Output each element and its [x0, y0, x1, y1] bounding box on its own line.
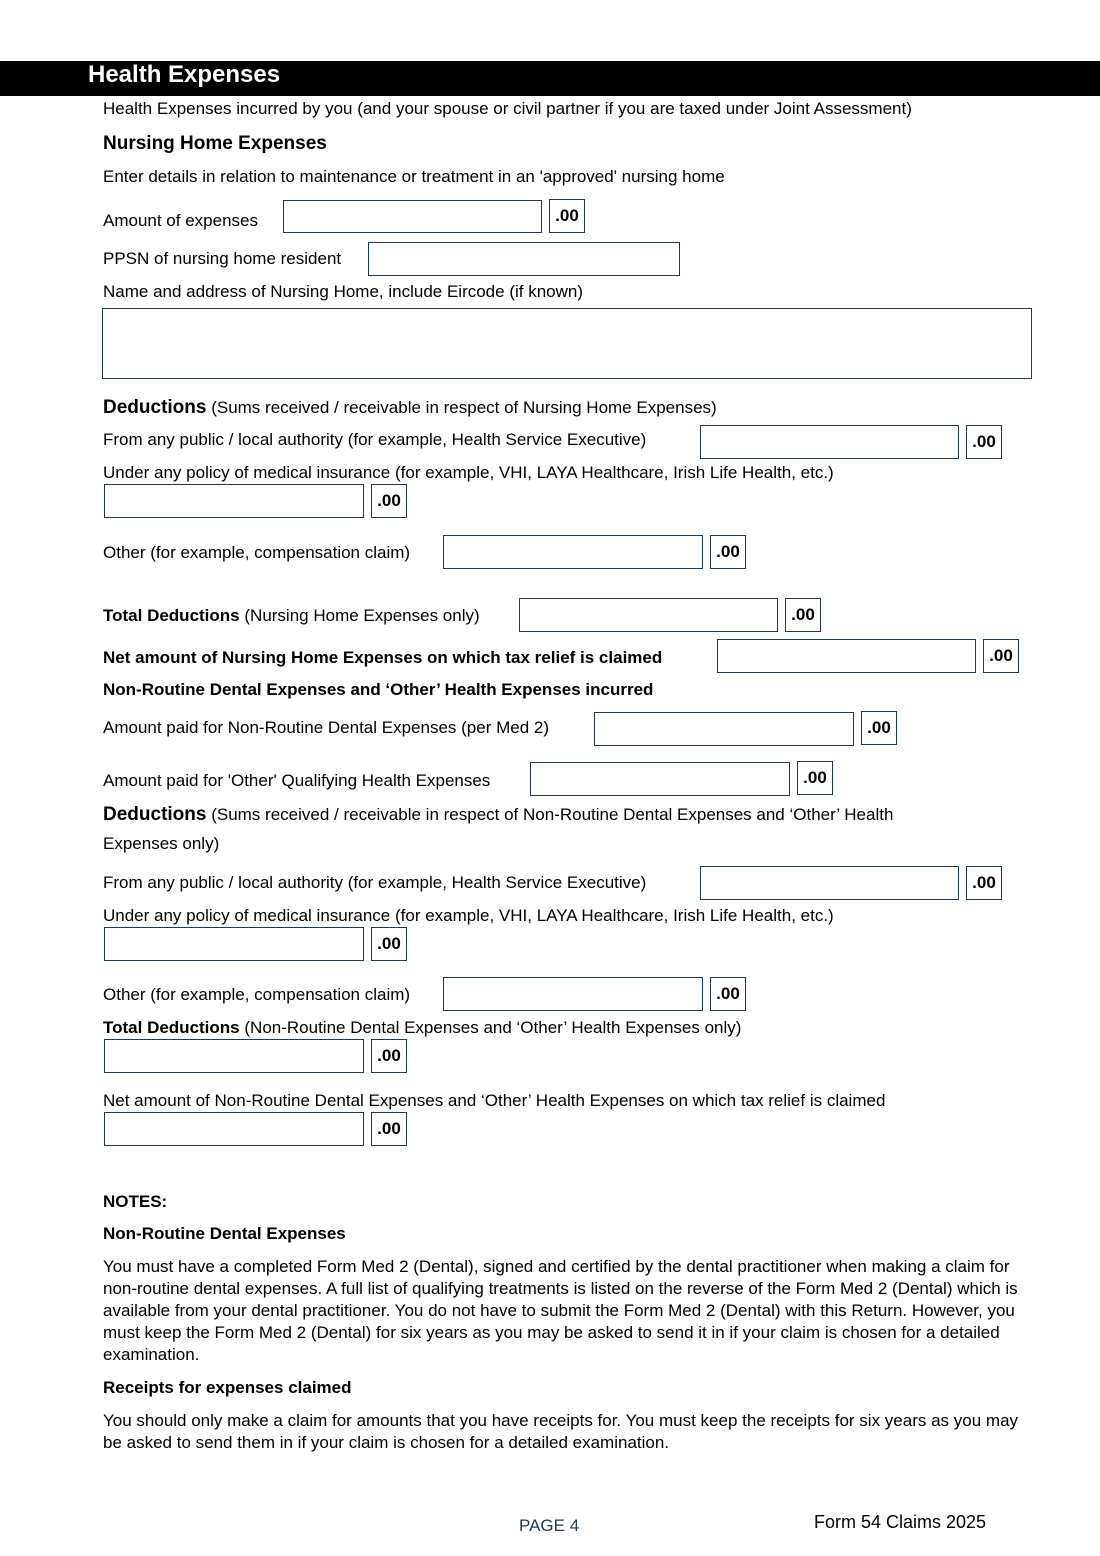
notes-dental-heading: Non-Routine Dental Expenses — [103, 1224, 346, 1243]
nursing-insurance-label: Under any policy of medical insurance (for example, VHI, LAYA Healthcare, Irish Life Health, etc.) — [103, 463, 834, 482]
dental-total-input[interactable] — [105, 1040, 363, 1072]
nursing-deductions-note: (Sums received / receivable in respect of Nursing Home Expenses) — [211, 398, 717, 417]
dental-deductions-line — [103, 805, 893, 825]
nursing-insurance-field[interactable] — [104, 484, 364, 518]
nursing-total-input[interactable] — [520, 599, 777, 631]
dental-other-cents: .00 — [710, 977, 746, 1011]
nursing-total-line — [103, 606, 480, 626]
nursing-amount-field[interactable] — [283, 200, 542, 233]
dental-paid-input[interactable] — [595, 713, 853, 745]
nursing-amount-input[interactable] — [284, 201, 541, 232]
nursing-deductions-line — [103, 398, 717, 418]
nursing-name-address-input[interactable] — [103, 309, 1031, 378]
nursing-total-heading: Total Deductions — [103, 606, 240, 625]
dental-total-line — [103, 1018, 741, 1038]
notes-receipts-text: You should only make a claim for amounts that you have receipts for. You must keep the receipts for six years as you may be asked to send them in if your claim is chosen for a detailed examination. — [103, 1411, 1019, 1452]
nursing-net-input[interactable] — [718, 640, 975, 672]
ppsn-input[interactable] — [369, 243, 679, 275]
dental-deductions-note-1: (Sums received / receivable in respect of Non-Routine Dental Expenses and ‘Other’ Health — [211, 805, 894, 824]
form-name: Form 54 Claims 2025 — [814, 1512, 987, 1532]
nursing-net-label: Net amount of Nursing Home Expenses on which tax relief is claimed — [103, 648, 663, 667]
other-paid-input[interactable] — [531, 763, 789, 795]
dental-total-note: (Non-Routine Dental Expenses and ‘Other’ Health Expenses only) — [244, 1018, 742, 1037]
dental-heading: Non-Routine Dental Expenses and ‘Other’ Health Expenses incurred — [103, 680, 654, 699]
nursing-amount-label: Amount of expenses — [103, 211, 258, 230]
dental-public-field[interactable] — [700, 866, 959, 900]
nursing-name-address-field[interactable] — [102, 308, 1032, 379]
dental-total-field[interactable] — [104, 1039, 364, 1073]
dental-public-input[interactable] — [701, 867, 958, 899]
dental-paid-cents: .00 — [861, 711, 897, 745]
nursing-other-label: Other (for example, compensation claim) — [103, 543, 411, 562]
nursing-public-input[interactable] — [701, 426, 958, 458]
dental-net-input[interactable] — [105, 1113, 363, 1145]
nursing-net-cents: .00 — [983, 639, 1019, 673]
dental-paid-field[interactable] — [594, 712, 854, 746]
dental-public-cents: .00 — [966, 866, 1002, 900]
nursing-description: Enter details in relation to maintenance or treatment in an 'approved' nursing home — [103, 167, 725, 186]
nursing-total-field[interactable] — [519, 598, 778, 632]
nursing-other-cents: .00 — [710, 535, 746, 569]
notes-receipts-heading: Receipts for expenses claimed — [103, 1378, 352, 1397]
nursing-heading: Nursing Home Expenses — [103, 133, 327, 154]
nursing-other-field[interactable] — [443, 535, 703, 569]
other-paid-label: Amount paid for 'Other' Qualifying Health Expenses — [103, 771, 491, 790]
page-number: PAGE 4 — [519, 1516, 580, 1535]
nursing-public-cents: .00 — [966, 425, 1002, 459]
nursing-name-address-label: Name and address of Nursing Home, include Eircode (if known) — [103, 282, 584, 301]
dental-insurance-label: Under any policy of medical insurance (for example, VHI, LAYA Healthcare, Irish Life Health, etc.) — [103, 906, 834, 925]
dental-insurance-field[interactable] — [104, 927, 364, 961]
nursing-public-field[interactable] — [700, 425, 959, 459]
nursing-deductions-heading: Deductions — [103, 397, 207, 418]
dental-net-field[interactable] — [104, 1112, 364, 1146]
nursing-net-field[interactable] — [717, 639, 976, 673]
section-title: Health Expenses — [88, 61, 281, 88]
notes-heading: NOTES: — [103, 1192, 168, 1211]
nursing-total-cents: .00 — [785, 598, 821, 632]
ppsn-label: PPSN of nursing home resident — [103, 249, 342, 268]
dental-other-input[interactable] — [444, 978, 702, 1010]
dental-deductions-heading: Deductions — [103, 804, 207, 825]
other-paid-cents: .00 — [797, 761, 833, 795]
nursing-public-label: From any public / local authority (for example, Health Service Executive) — [103, 430, 647, 449]
dental-insurance-cents: .00 — [371, 927, 407, 961]
dental-other-label: Other (for example, compensation claim) — [103, 985, 411, 1004]
dental-other-field[interactable] — [443, 977, 703, 1011]
dental-total-heading: Total Deductions — [103, 1018, 240, 1037]
other-paid-field[interactable] — [530, 762, 790, 796]
ppsn-field[interactable] — [368, 242, 680, 276]
dental-deductions-note-2: Expenses only) — [103, 834, 220, 853]
nursing-total-note: (Nursing Home Expenses only) — [244, 606, 480, 625]
nursing-insurance-cents: .00 — [371, 484, 407, 518]
dental-net-cents: .00 — [371, 1112, 407, 1146]
dental-total-cents: .00 — [371, 1039, 407, 1073]
intro-text: Health Expenses incurred by you (and your spouse or civil partner if you are taxed under Joint Assessment) — [103, 99, 912, 118]
dental-public-label: From any public / local authority (for example, Health Service Executive) — [103, 873, 647, 892]
dental-paid-label: Amount paid for Non-Routine Dental Expenses (per Med 2) — [103, 718, 550, 737]
dental-insurance-input[interactable] — [105, 928, 363, 960]
nursing-insurance-input[interactable] — [105, 485, 363, 517]
notes-dental-text: You must have a completed Form Med 2 (Dental), signed and certified by the dental practitioner when making a claim for non-routine dental expenses. A full list of qualifying treatments is listed on the reverse of the Form Med 2 (Dental) which is available from your dental practitioner. You do not have to submit the Form Med 2 (Dental) with this Return. However, you must keep the Form Med 2 (Dental) for six years as you may be asked to send it in if your claim is chosen for a detailed examination. — [103, 1257, 1018, 1364]
nursing-amount-cents: .00 — [549, 199, 585, 233]
dental-net-label: Net amount of Non-Routine Dental Expenses and ‘Other’ Health Expenses on which tax relief is claimed — [103, 1091, 886, 1110]
nursing-other-input[interactable] — [444, 536, 702, 568]
